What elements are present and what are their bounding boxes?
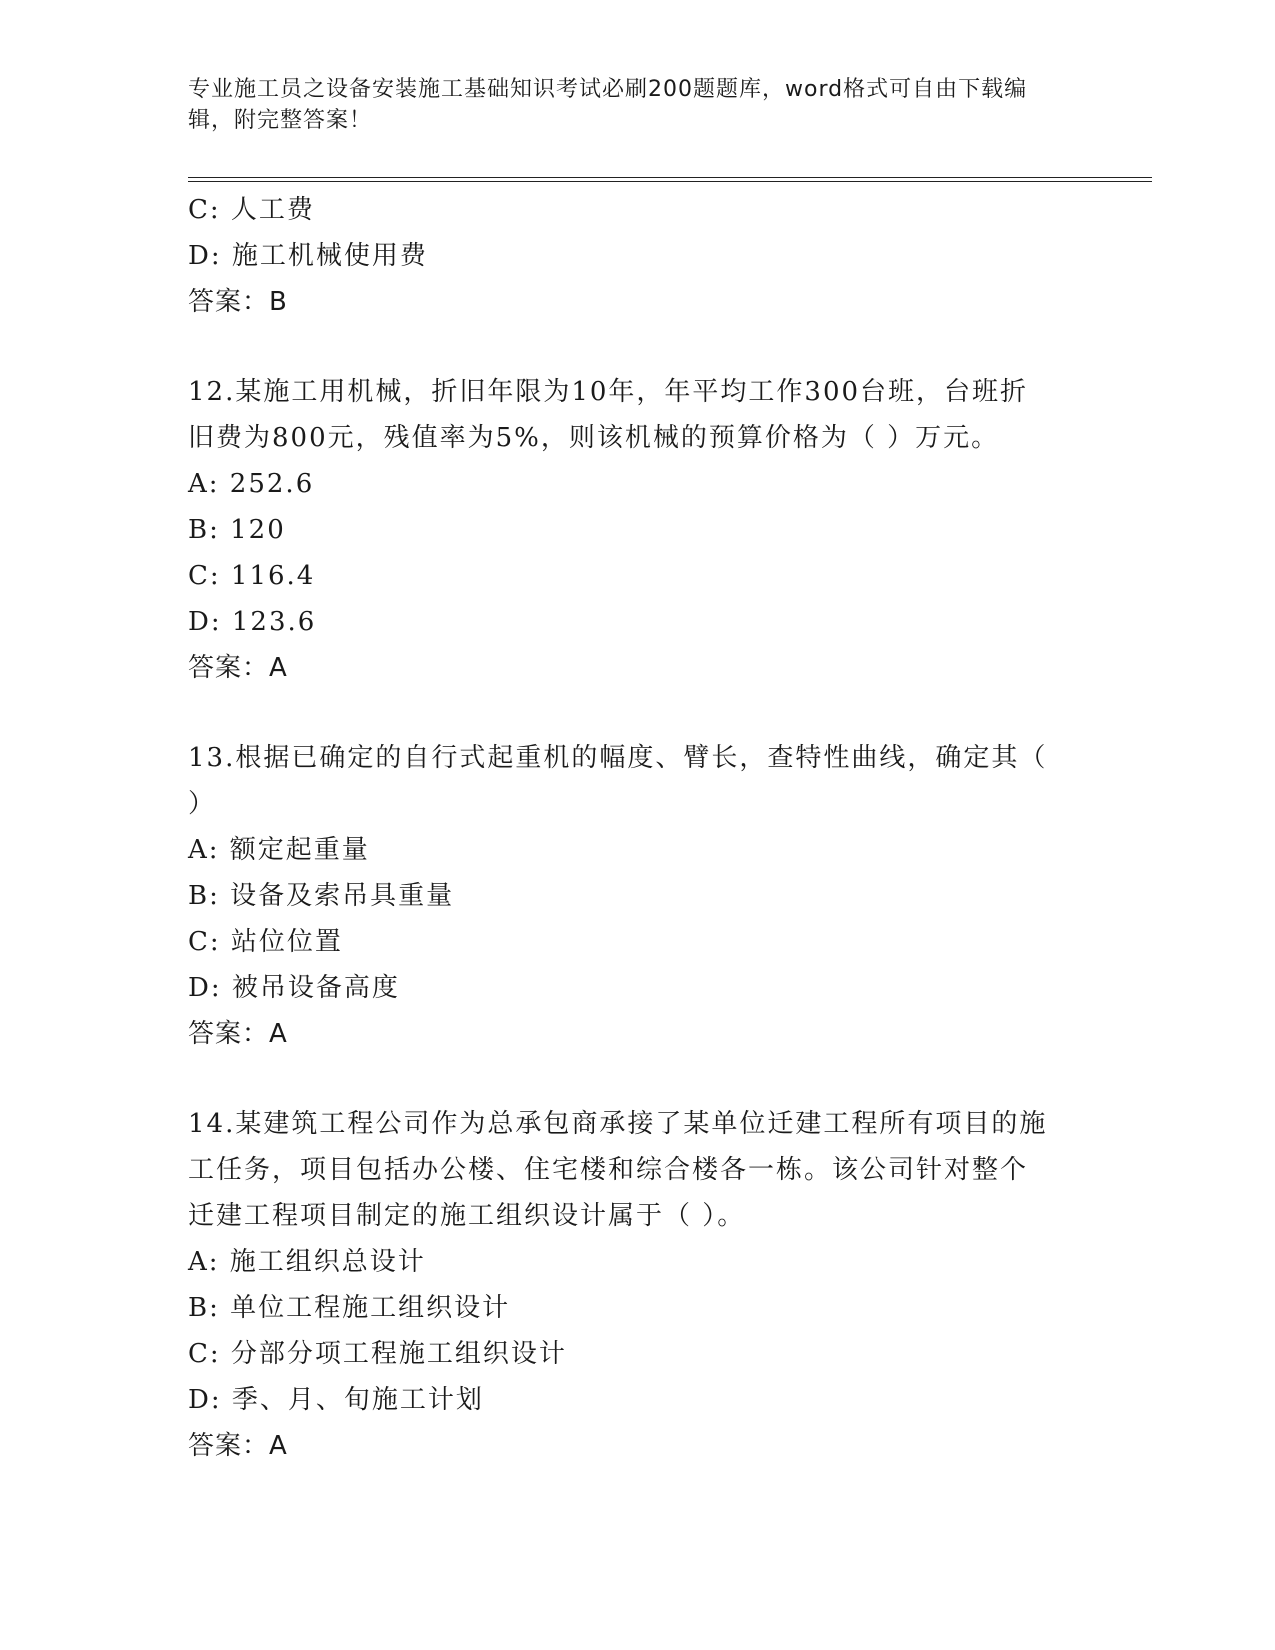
answer-label: 答案：A xyxy=(188,1019,288,1049)
question-14 xyxy=(188,1101,1088,1469)
spacer xyxy=(188,325,1088,369)
answer-label: 答案：B xyxy=(188,287,288,317)
option-b: B: 设备及索吊具重量 xyxy=(188,881,455,911)
question-stem-line: 14.某建筑工程公司作为总承包商承接了某单位迁建工程所有项目的施 xyxy=(188,1109,1048,1139)
answer-label: 答案：A xyxy=(188,653,288,683)
option-b: B: 单位工程施工组织设计 xyxy=(188,1293,511,1323)
option-d: D: 季、月、旬施工计划 xyxy=(188,1385,484,1415)
document-title: 专业施工员之设备安装施工基础知识考试必刷200题题库，word格式可自由下载编辑，附完整答案！ xyxy=(188,77,1028,133)
carryover-block xyxy=(188,187,1088,325)
option-d: D: 施工机械使用费 xyxy=(188,241,428,271)
question-stem-line: ） xyxy=(188,789,217,819)
spacer xyxy=(188,1057,1088,1101)
option-b: B: 120 xyxy=(188,515,286,545)
option-a: A: 额定起重量 xyxy=(188,835,370,865)
option-c: C: 分部分项工程施工组织设计 xyxy=(188,1339,567,1369)
option-d: D: 被吊设备高度 xyxy=(188,973,400,1003)
question-stem-line: 迁建工程项目制定的施工组织设计属于（ ）。 xyxy=(188,1201,746,1231)
header-double-rule xyxy=(188,177,1152,182)
question-stem-line: 13.根据已确定的自行式起重机的幅度、臂长，查特性曲线，确定其（ xyxy=(188,743,1048,773)
question-stem-line: 12.某施工用机械，折旧年限为10年，年平均工作300台班，台班折 xyxy=(188,377,1029,407)
answer-label: 答案：A xyxy=(188,1431,288,1461)
spacer xyxy=(188,691,1088,735)
question-12 xyxy=(188,369,1088,691)
option-a: A: 252.6 xyxy=(188,469,315,499)
option-c: C: 人工费 xyxy=(188,195,315,225)
question-stem-line: 旧费为800元，残值率为5%，则该机械的预算价格为（ ）万元。 xyxy=(188,423,1000,453)
option-d: D: 123.6 xyxy=(188,607,317,637)
option-a: A: 施工组织总设计 xyxy=(188,1247,426,1277)
option-c: C: 站位位置 xyxy=(188,927,343,957)
question-13 xyxy=(188,735,1088,1057)
question-stem-line: 工任务，项目包括办公楼、住宅楼和综合楼各一栋。该公司针对整个 xyxy=(188,1155,1029,1185)
document-header xyxy=(188,74,1068,136)
document-body xyxy=(188,187,1088,1469)
option-c: C: 116.4 xyxy=(188,561,316,591)
